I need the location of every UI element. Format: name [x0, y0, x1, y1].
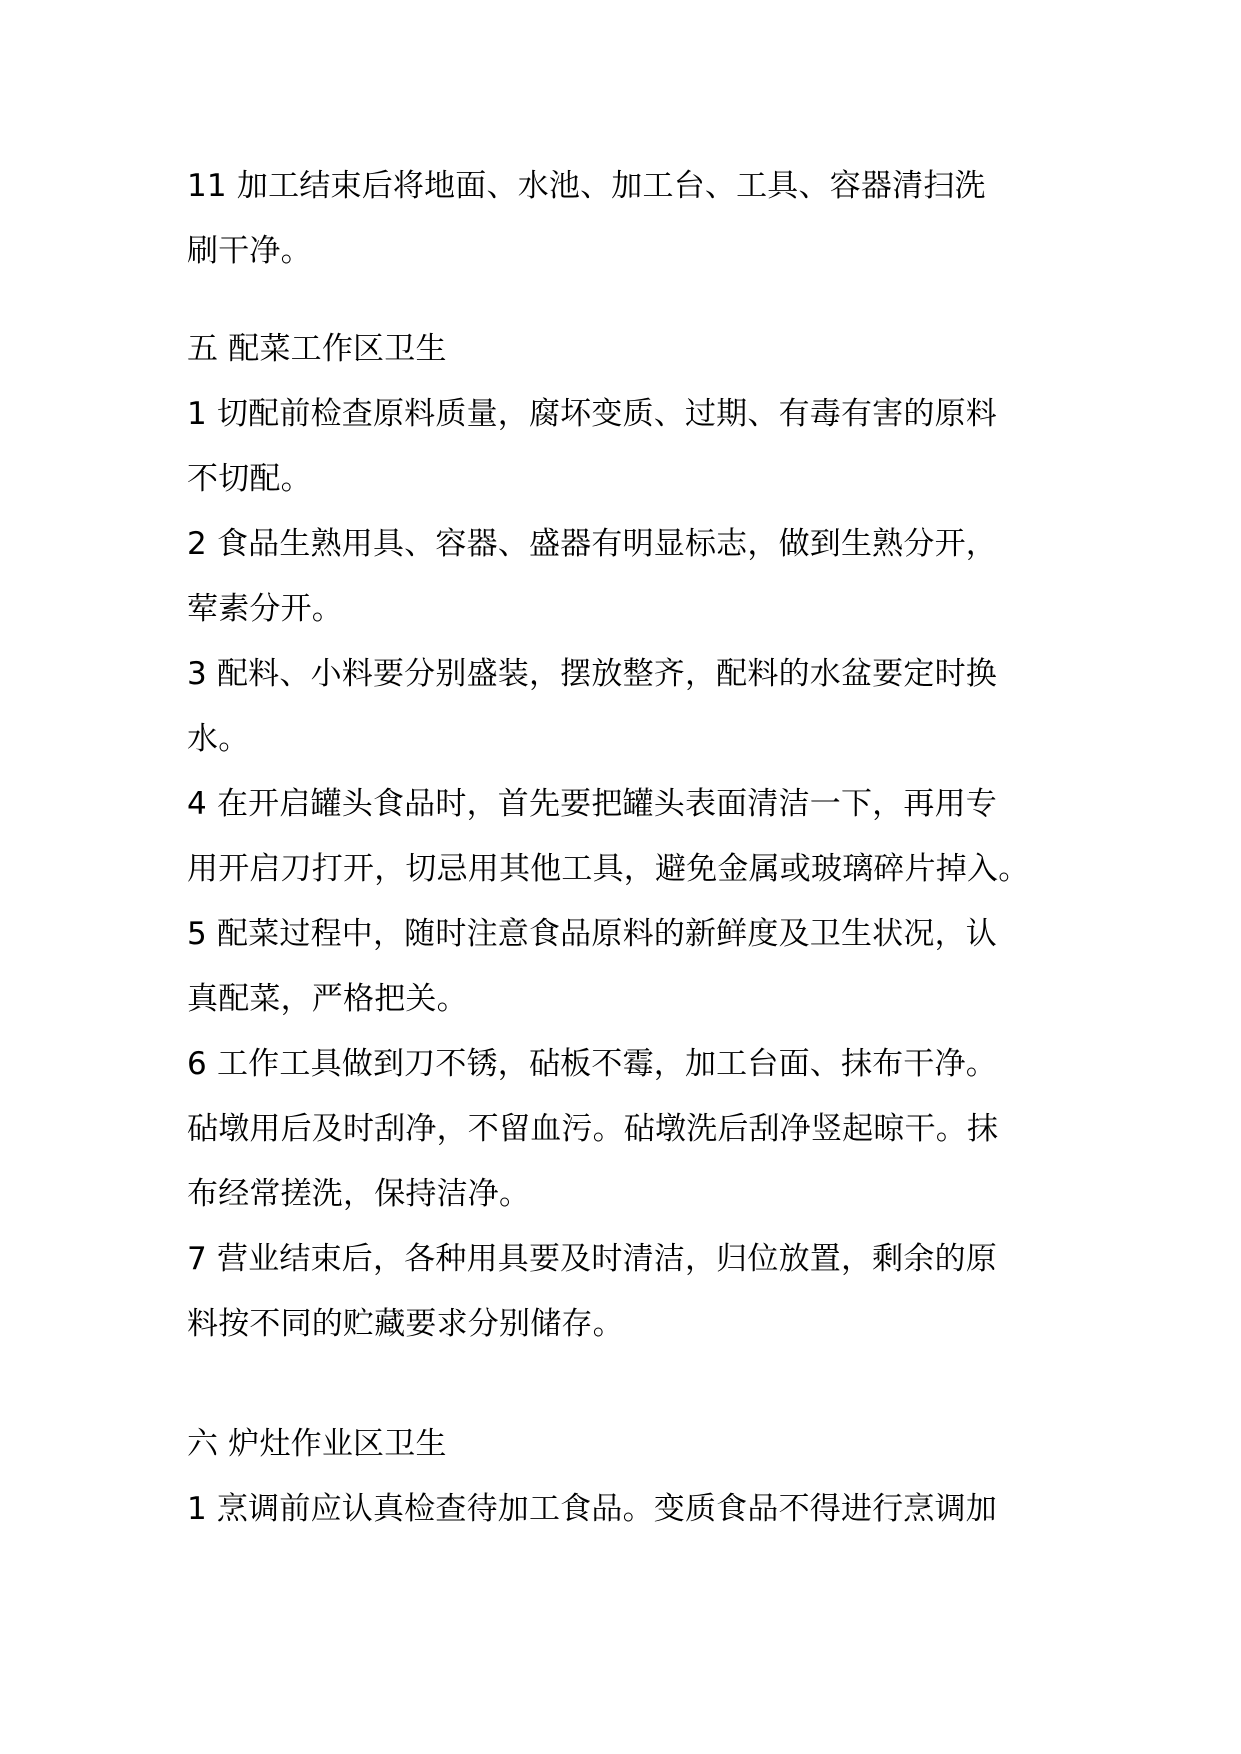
text-line: 1 烹调前应认真检查待加工食品。变质食品不得进行烹调加 [187, 1491, 997, 1527]
text-line: 3 配料、小料要分别盛装，摆放整齐，配料的水盆要定时换 [187, 656, 997, 692]
text-line: 2 食品生熟用具、容器、盛器有明显标志，做到生熟分开， [187, 526, 997, 562]
text-line: 刷干净。 [187, 233, 312, 269]
text-line: 真配菜，严格把关。 [187, 981, 468, 1017]
document-body [187, 154, 1067, 1542]
text-line: 荤素分开。 [187, 591, 343, 627]
text-line: 用开启刀打开，切忌用其他工具，避免金属或玻璃碎片掉入。 [187, 851, 1030, 887]
text-line: 布经常搓洗，保持洁净。 [187, 1176, 531, 1212]
text-line: 11 加工结束后将地面、水池、加工台、工具、容器清扫洗 [187, 168, 986, 204]
text-line: 6 工作工具做到刀不锈，砧板不霉，加工台面、抹布干净。 [187, 1046, 997, 1082]
section-heading: 五 配菜工作区卫生 [187, 331, 447, 367]
paragraph-gap [187, 284, 1067, 317]
paragraph-gap [187, 1357, 1067, 1412]
text-line: 砧墩用后及时刮净，不留血污。砧墩洗后刮净竖起晾干。抹 [187, 1111, 999, 1147]
text-line: 7 营业结束后，各种用具要及时清洁，归位放置，剩余的原 [187, 1241, 997, 1277]
text-line: 5 配菜过程中，随时注意食品原料的新鲜度及卫生状况，认 [187, 916, 997, 952]
text-line: 料按不同的贮藏要求分别储存。 [187, 1306, 624, 1342]
section-heading: 六 炉灶作业区卫生 [187, 1426, 447, 1462]
text-line: 水。 [187, 721, 250, 757]
text-line: 不切配。 [187, 461, 312, 497]
text-line: 1 切配前检查原料质量，腐坏变质、过期、有毒有害的原料 [187, 396, 997, 432]
text-line: 4 在开启罐头食品时，首先要把罐头表面清洁一下，再用专 [187, 786, 997, 822]
